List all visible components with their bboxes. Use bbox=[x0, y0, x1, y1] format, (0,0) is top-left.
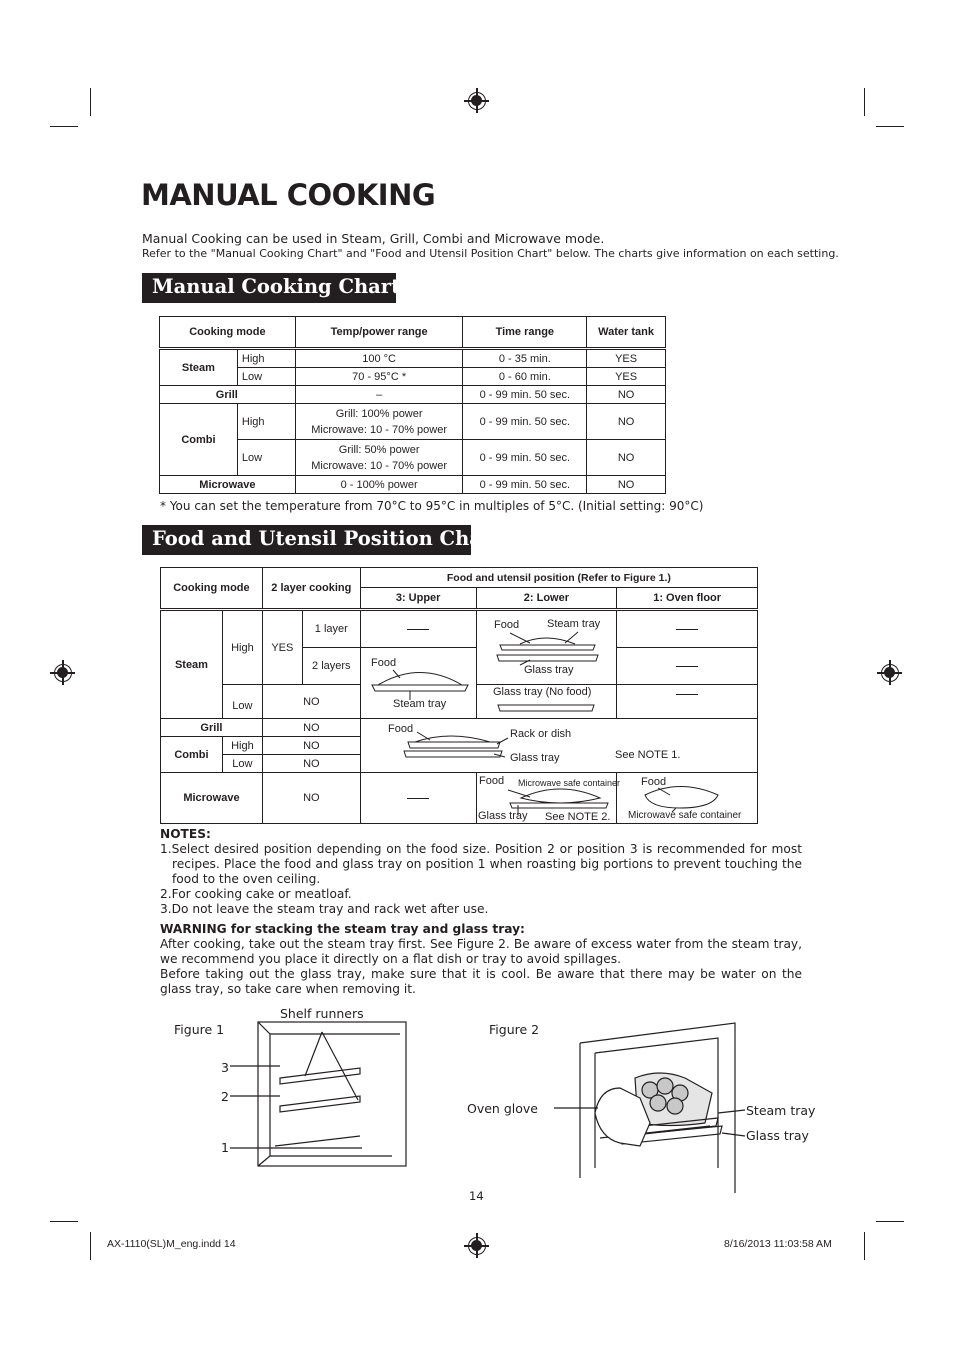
level-cell: Low bbox=[237, 368, 295, 386]
note-ref: See NOTE 1. bbox=[615, 749, 681, 761]
table-header: Cooking mode bbox=[160, 317, 296, 348]
food-label: Food bbox=[494, 619, 520, 631]
table-cell: 0 - 35 min. bbox=[463, 350, 587, 368]
position-label: 1 bbox=[221, 1140, 229, 1155]
footnote: * You can set the temperature from 70°C to 95°C in multiples of 5°C. (Initial setting: 90°C) bbox=[160, 499, 704, 513]
table-cell: NO bbox=[587, 440, 666, 476]
table-cell: NO bbox=[587, 404, 666, 440]
mode-cell: Combi bbox=[160, 404, 238, 476]
intro-text: Manual Cooking can be used in Steam, Grill, Combi and Microwave mode. bbox=[142, 231, 605, 246]
table-cell: 0 - 99 min. 50 sec. bbox=[463, 404, 587, 440]
mode-cell: Microwave bbox=[160, 476, 296, 494]
oven-glove-label: Oven glove bbox=[467, 1101, 538, 1116]
table-cell: 0 - 60 min. bbox=[463, 368, 587, 386]
footer-date: 8/16/2013 11:03:58 AM bbox=[724, 1238, 832, 1250]
notes-section bbox=[160, 827, 802, 997]
combi-mw-power: Microwave: 10 - 70% power bbox=[311, 459, 447, 472]
warning-heading: WARNING for stacking the steam tray and glass tray: bbox=[160, 922, 525, 936]
table-cell: YES bbox=[587, 350, 666, 368]
table-header: Time range bbox=[463, 317, 587, 348]
table-cell: 0 - 99 min. 50 sec. bbox=[463, 440, 587, 476]
food-label: Food bbox=[479, 775, 505, 787]
glass-tray-label: Glass tray bbox=[746, 1128, 809, 1143]
table-cell: 100 °C bbox=[295, 350, 463, 368]
footer-file: AX-1110(SL)M_eng.indd 14 bbox=[107, 1238, 236, 1250]
table-header: Temp/power range bbox=[295, 317, 463, 348]
table-cell: NO bbox=[262, 755, 360, 773]
mode-cell: Steam bbox=[161, 611, 223, 719]
table-cell: 0 - 99 min. 50 sec. bbox=[463, 476, 587, 494]
container-label: Microwave safe container bbox=[628, 810, 742, 821]
oven-glove-diagram bbox=[540, 1018, 750, 1198]
figure-label: Figure 2 bbox=[489, 1022, 540, 1037]
section-heading: Manual Cooking Chart bbox=[142, 273, 396, 303]
table-cell: NO bbox=[262, 685, 360, 719]
glass-tray-label: Glass tray bbox=[478, 810, 528, 822]
intro-text: Refer to the "Manual Cooking Chart" and "Food and Utensil Position Chart" below. The charts give information on each setting. bbox=[142, 247, 839, 260]
food-label: Food bbox=[371, 657, 397, 669]
table-header: 1: Oven floor bbox=[617, 588, 758, 609]
table-cell: 2 layers bbox=[302, 648, 360, 685]
table-header: Food and utensil position (Refer to Figure 1.) bbox=[360, 568, 757, 588]
table-cell: NO bbox=[587, 476, 666, 494]
table-cell: NO bbox=[262, 773, 360, 824]
level-cell: Low bbox=[222, 685, 262, 719]
table-header: 3: Upper bbox=[360, 588, 476, 609]
table-cell: 0 - 99 min. 50 sec. bbox=[463, 386, 587, 404]
mode-cell: Combi bbox=[161, 737, 223, 773]
food-rack-glass-tray-icon bbox=[404, 732, 508, 757]
food-steam-tray-icon bbox=[372, 670, 468, 700]
combi-grill-power: Grill: 100% power bbox=[335, 407, 423, 420]
steam-tray-label: Steam tray bbox=[547, 618, 601, 630]
table-cell: 1 layer bbox=[302, 611, 360, 648]
table-cell: NO bbox=[587, 386, 666, 404]
position-label: 2 bbox=[221, 1089, 229, 1104]
food-label: Food bbox=[641, 776, 667, 788]
mode-cell: Steam bbox=[160, 350, 238, 386]
table-cell: 70 - 95°C * bbox=[295, 368, 463, 386]
warning-text: Before taking out the glass tray, make sure that it is cool. Be aware that there may be water on the glass tray, so take care when removing it. bbox=[160, 967, 802, 996]
notes-heading: NOTES: bbox=[160, 827, 211, 841]
section-heading: Food and Utensil Position Chart bbox=[142, 525, 471, 555]
note-item: 1.Select desired position depending on the food size. Position 2 or position 3 is recommended for most recipes. Place the food and glass tray on position 1 when roasting big portions to prevent touching the food to the oven ceiling. bbox=[160, 842, 802, 886]
level-cell: High bbox=[237, 350, 295, 368]
combi-grill-power: Grill: 50% power bbox=[338, 443, 420, 456]
level-cell: High bbox=[222, 737, 262, 755]
food-label: Food bbox=[388, 723, 414, 735]
table-header: Cooking mode bbox=[161, 568, 263, 609]
table-cell: 0 - 100% power bbox=[295, 476, 463, 494]
glass-tray-label: Glass tray bbox=[524, 664, 574, 676]
figure-label: Figure 1 bbox=[174, 1022, 225, 1037]
position-label: 3 bbox=[221, 1060, 229, 1075]
container-label: Microwave safe container bbox=[518, 778, 621, 788]
note-item: 2.For cooking cake or meatloaf. bbox=[160, 887, 352, 901]
note-ref: See NOTE 2. bbox=[545, 811, 611, 823]
page-title: MANUAL COOKING bbox=[141, 178, 436, 212]
level-cell: High bbox=[222, 611, 262, 685]
mode-cell: Grill bbox=[161, 719, 263, 737]
table-cell: – bbox=[295, 386, 463, 404]
shelf-runners-label: Shelf runners bbox=[280, 1006, 364, 1021]
note-item: 3.Do not leave the steam tray and rack wet after use. bbox=[160, 902, 489, 916]
warning-text: After cooking, take out the steam tray first. See Figure 2. Be aware of excess water from the steam tray, we recommend you place it directly on a flat dish or tray to avoid spillages. bbox=[160, 937, 802, 966]
rack-label: Rack or dish bbox=[510, 728, 572, 740]
table-cell: NO bbox=[262, 737, 360, 755]
glass-tray-label: Glass tray (No food) bbox=[493, 686, 592, 698]
table-header: 2: Lower bbox=[476, 588, 617, 609]
oven-shelf-diagram bbox=[230, 1018, 410, 1168]
table-cell: YES bbox=[587, 368, 666, 386]
glass-tray-icon bbox=[498, 705, 594, 711]
glass-tray-label: Glass tray bbox=[510, 752, 560, 764]
level-cell: Low bbox=[237, 440, 295, 476]
table-header: Water tank bbox=[587, 317, 666, 348]
level-cell: High bbox=[237, 404, 295, 440]
page-number: 14 bbox=[469, 1189, 484, 1203]
mode-cell: Grill bbox=[160, 386, 296, 404]
steam-tray-label: Steam tray bbox=[746, 1103, 816, 1118]
steam-tray-glass-tray-icon bbox=[497, 632, 598, 665]
steam-tray-label: Steam tray bbox=[393, 698, 447, 710]
combi-mw-power: Microwave: 10 - 70% power bbox=[311, 423, 447, 436]
mode-cell: Microwave bbox=[161, 773, 263, 824]
level-cell: Low bbox=[222, 755, 262, 773]
table-cell: YES bbox=[262, 611, 302, 685]
table-header: 2 layer cooking bbox=[262, 568, 360, 609]
table-cell: NO bbox=[262, 719, 360, 737]
microwave-container-icon bbox=[645, 787, 718, 813]
